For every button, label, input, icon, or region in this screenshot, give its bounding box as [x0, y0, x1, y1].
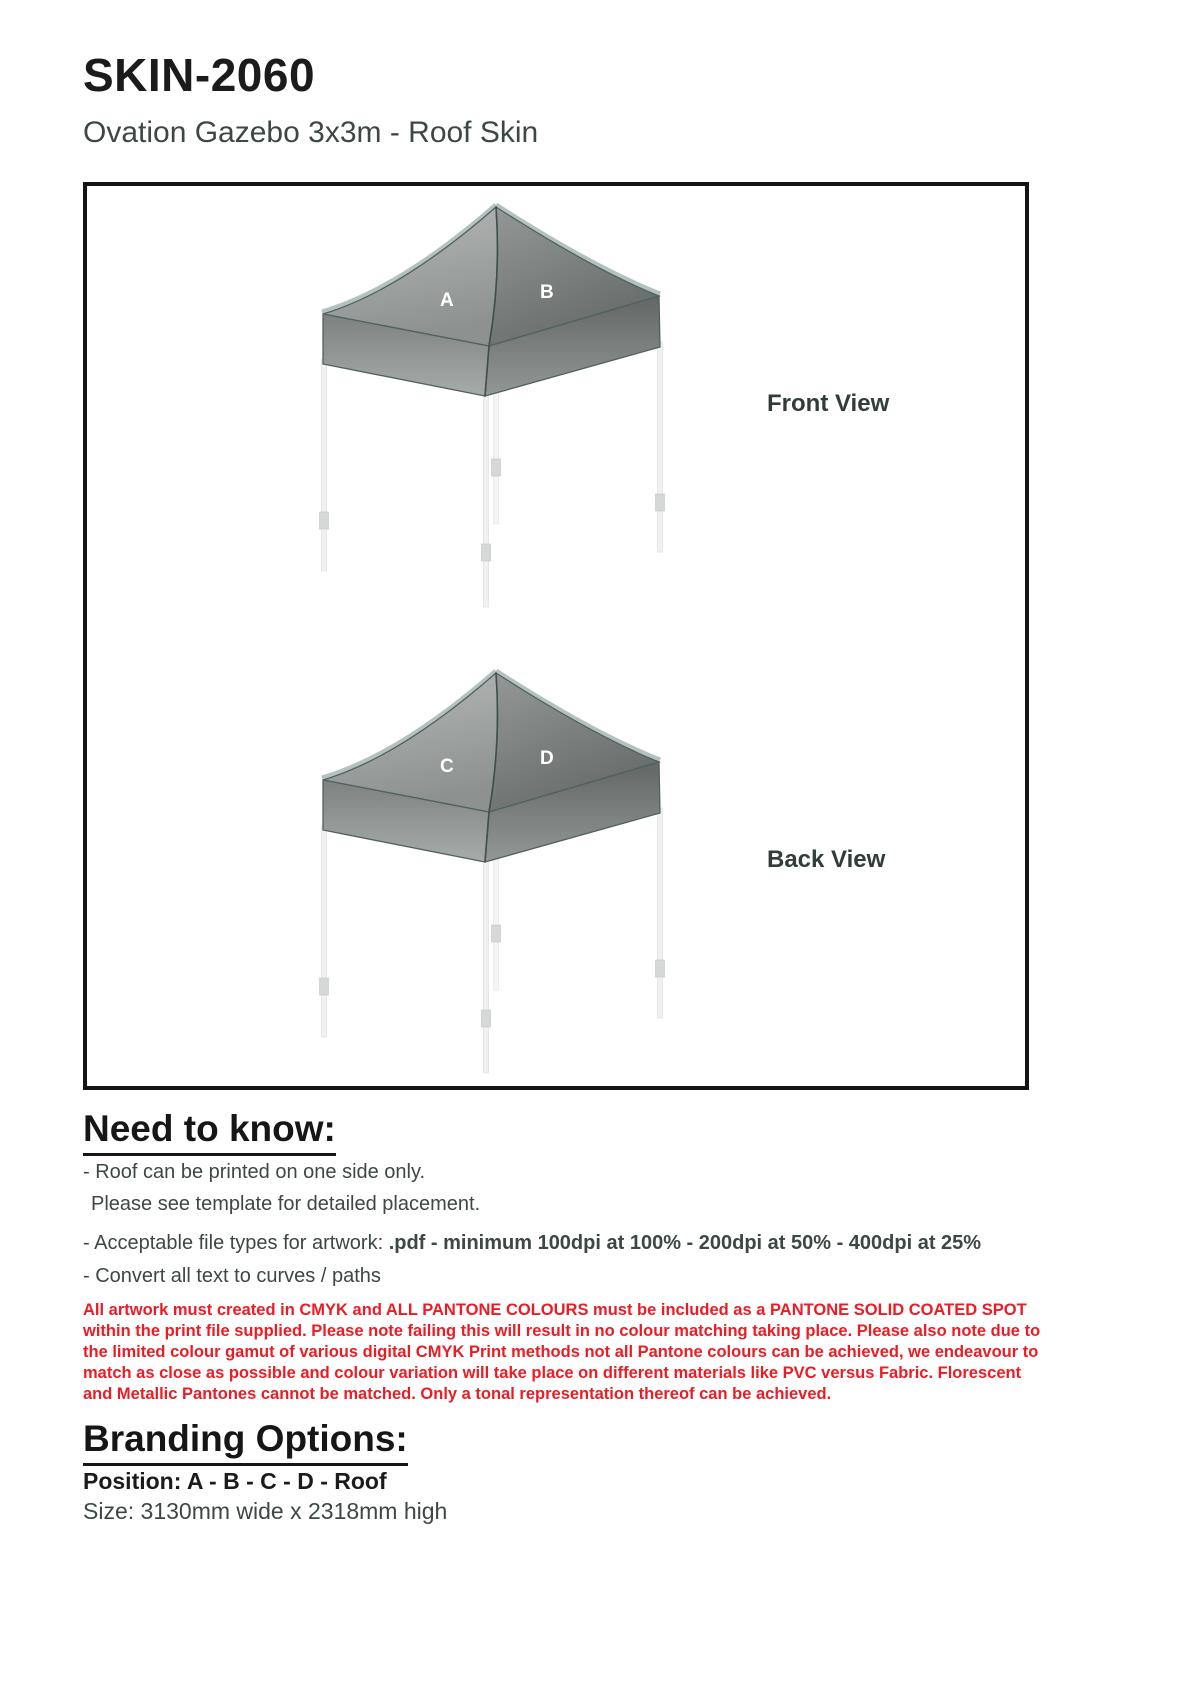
page-title: SKIN-2060	[83, 49, 316, 101]
roof-panel-b-label: B	[540, 282, 554, 303]
pantone-warning-text: All artwork must created in CMYK and ALL PANTONE COLOURS must be included as a PANTONE SOLID COATED SPOT within the print file supplied. Please note failing this will result in no colour matching taking place. Please also note due to the limited colour gamut of various digital CMYK Print methods not all Pantone colours can be achieved, we endeavour to match as close as possible and colour variation will take place on different materials like PVC versus Fabric. Florescent and Metallic Pantones cannot be matched. Only a tonal representation thereof can be achieved.	[83, 1301, 1041, 1403]
roof-panel-c-label: C	[440, 756, 454, 777]
gazebo-back-illustration	[302, 660, 682, 1080]
branding-position-line: Position: A - B - C - D - Roof	[83, 1468, 387, 1494]
roof-panel-a-label: A	[440, 290, 454, 311]
front-view-caption: Front View	[767, 390, 890, 417]
note-roof-printed: - Roof can be printed on one side only.	[83, 1161, 426, 1183]
gazebo-front-svg	[302, 194, 682, 614]
gazebo-front-illustration	[302, 194, 682, 614]
branding-options-heading: Branding Options:	[83, 1420, 408, 1466]
note-file-types-prefix: - Acceptable file types for artwork:	[83, 1232, 389, 1254]
roof-panel-d-label: D	[540, 748, 554, 769]
page-subtitle: Ovation Gazebo 3x3m - Roof Skin	[83, 116, 539, 149]
note-see-template: Please see template for detailed placement.	[91, 1193, 481, 1215]
product-views-box	[83, 182, 1029, 1090]
back-view-caption: Back View	[767, 846, 886, 873]
gazebo-back-svg	[302, 660, 682, 1080]
note-file-types	[83, 1231, 981, 1255]
need-to-know-heading: Need to know:	[83, 1110, 336, 1156]
note-convert-text: - Convert all text to curves / paths	[83, 1265, 381, 1287]
note-file-types-specs: .pdf - minimum 100dpi at 100% - 200dpi at 50% - 400dpi at 25%	[388, 1232, 982, 1254]
branding-size-line: Size: 3130mm wide x 2318mm high	[83, 1498, 448, 1524]
